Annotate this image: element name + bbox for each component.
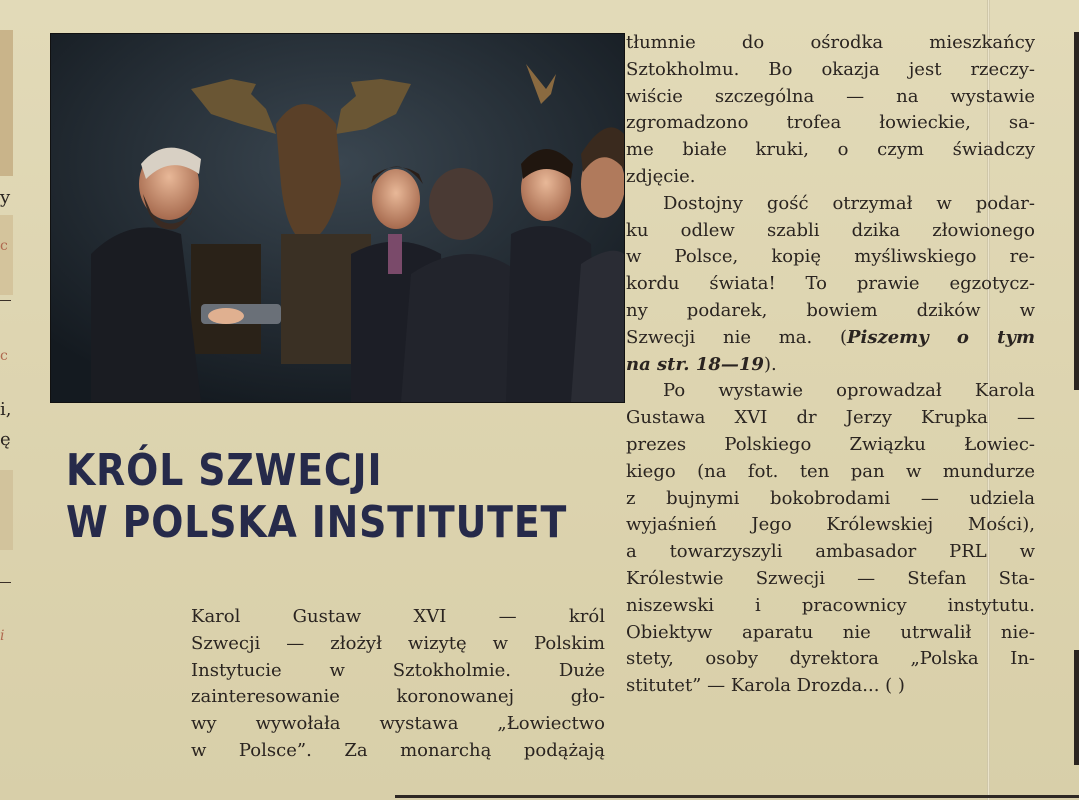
text-line: Dostojny gość otrzymał w podar- <box>663 192 1035 214</box>
text-line: ku odlew szabli dzika złowionego <box>626 219 1035 241</box>
text-line: z bujnymi bokobrodami — udziela <box>626 487 1035 509</box>
text-line: prezes Polskiego Związku Łowiec- <box>626 433 1035 455</box>
text-line <box>626 352 1035 379</box>
text-line: kordu świata! To prawie egzotycz- <box>626 273 1035 295</box>
text-line: zdjęcie. <box>626 165 696 187</box>
text-line: zainteresowanie koronowanej gło- <box>191 686 605 708</box>
margin-rule <box>0 582 11 583</box>
italic-reference: na str. 18—19 <box>626 353 764 375</box>
paragraph-2 <box>626 191 1035 379</box>
margin-char: c <box>0 348 8 364</box>
text-line: Karol Gustaw XVI — król <box>191 606 605 627</box>
text-line: stety, osoby dyrektora „Polska In- <box>626 648 1035 670</box>
text-line: Obiektyw aparatu nie utrwalił nie- <box>626 621 1035 643</box>
text-line: wyjaśnień Jego Królewskiej Mości), <box>626 514 1035 536</box>
headline-line-2: W POLSKA INSTITUTET <box>66 497 568 548</box>
text-line: w Polsce”. Za monarchą podążają <box>191 739 605 761</box>
text-line: Szwecji — złożył wizytę w Polskim <box>191 632 605 654</box>
article-left-column <box>191 604 605 765</box>
article-right-column <box>626 30 1035 700</box>
text-line: niszewski i pracownicy instytutu. <box>626 594 1035 616</box>
margin-char: i, <box>0 399 12 420</box>
text-line: kiego (na fot. ten pan w mundurze <box>626 460 1035 482</box>
margin-char: c <box>0 238 8 254</box>
margin-dark-bar <box>1074 32 1079 390</box>
text-run: ) <box>897 675 905 697</box>
text-line: Królestwie Szwecji — Stefan Sta- <box>626 567 1035 589</box>
text-line: me białe kruki, o czym świadczy <box>626 139 1035 161</box>
text-line <box>626 673 1035 700</box>
text-run: ). <box>763 353 777 375</box>
bottom-rule <box>395 795 1079 798</box>
text-line: wiście szczególna — na wystawie <box>626 85 1035 107</box>
text-line: Gustawa XVI dr Jerzy Krupka — <box>626 407 1035 429</box>
text-line: w Polsce, kopię myśliwskiego re- <box>626 246 1035 268</box>
text-line: tłumnie do ośrodka mieszkańcy <box>626 32 1035 53</box>
margin-char: ę <box>0 429 11 450</box>
text-run: Szwecji nie ma. ( <box>626 326 847 348</box>
text-line: zgromadzono trofea łowieckie, sa- <box>626 112 1035 134</box>
article-headline <box>66 447 626 547</box>
margin-dark-bar <box>1074 650 1079 765</box>
paragraph-3 <box>626 378 1035 700</box>
margin-color-bar <box>0 470 13 550</box>
text-line: wy wywołała wystawa „Łowiectwo <box>191 713 605 735</box>
margin-char: y <box>0 187 11 208</box>
text-line <box>626 325 1035 352</box>
margin-color-bar <box>0 30 13 176</box>
margin-char: i <box>0 628 5 644</box>
next-page-margin <box>1069 0 1079 800</box>
news-photo-king-at-exhibition <box>50 33 625 403</box>
headline-line-1: KRÓL SZWECJI <box>66 445 383 496</box>
paragraph-1-continued <box>626 30 1035 191</box>
photo-illustration <box>51 34 624 402</box>
text-line: Sztokholmu. Bo okazja jest rzeczy- <box>626 58 1035 80</box>
text-line: Instytucie w Sztokholmie. Duże <box>191 659 605 681</box>
paragraph-1-start <box>191 604 605 765</box>
text-line: ny podarek, bowiem dzików w <box>626 299 1035 321</box>
text-line: a towarzyszyli ambasador PRL w <box>626 541 1035 563</box>
previous-page-margin <box>0 0 14 800</box>
italic-reference: Piszemy o tym <box>846 326 1035 348</box>
text-run: stitutet” — Karola Drozda... ( <box>626 675 893 697</box>
margin-rule <box>0 300 11 301</box>
text-line: Po wystawie oprowadzał Karola <box>663 380 1035 402</box>
